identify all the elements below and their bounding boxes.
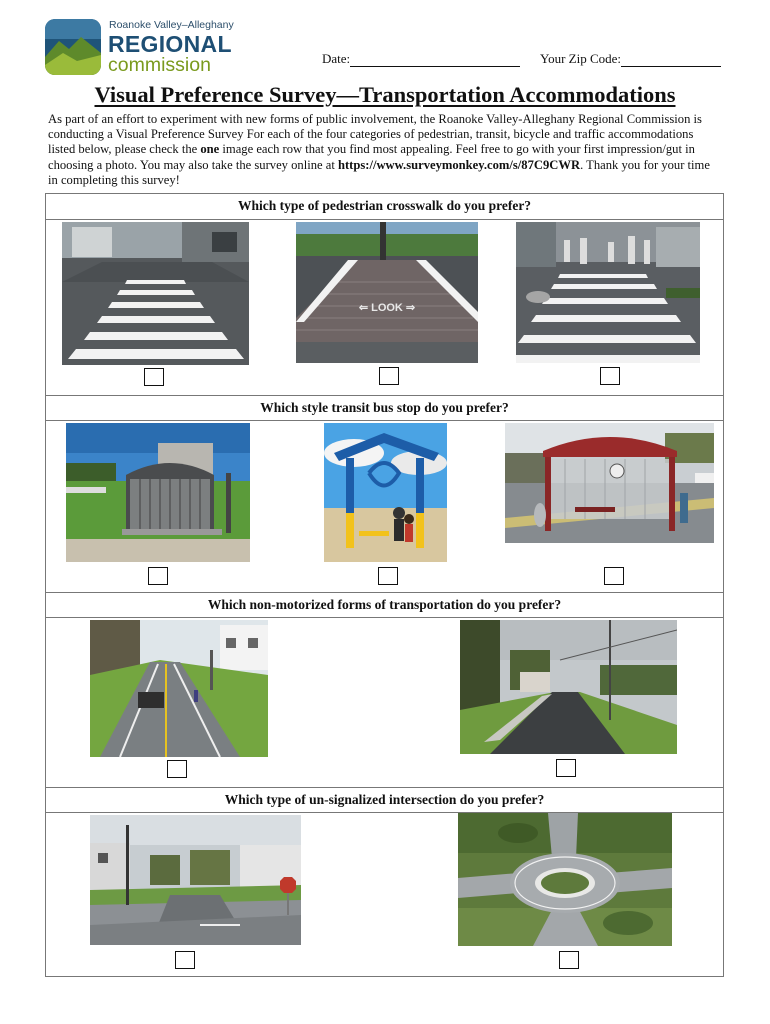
intersection-photo-2[interactable] [458, 813, 672, 946]
intro-text: listed below, please check the [48, 142, 201, 157]
bus-stop-2-checkbox[interactable] [378, 567, 398, 585]
bus-stop-photo-3[interactable] [505, 423, 714, 543]
crosswalk-2-checkbox[interactable] [379, 367, 399, 385]
intro-text: choosing a photo. You may also take the survey online at [48, 157, 338, 172]
zip-input-line[interactable] [621, 53, 721, 67]
question-bus-stop: Which style transit bus stop do you prefer? [45, 395, 724, 421]
non-motorized-photo-2[interactable] [460, 620, 677, 754]
rvarc-logo [45, 19, 234, 76]
intersection-photo-1[interactable] [90, 815, 301, 945]
non-motorized-1-checkbox[interactable] [167, 760, 187, 778]
svg-text:⇐ LOOK ⇒: ⇐ LOOK ⇒ [358, 302, 416, 314]
intro-line [48, 158, 728, 173]
date-field[interactable] [322, 51, 520, 67]
crosswalk-photo-2[interactable] [296, 222, 478, 363]
intro-paragraph [48, 112, 728, 188]
crosswalk-3-checkbox[interactable] [600, 367, 620, 385]
intersection-2-checkbox[interactable] [559, 951, 579, 969]
logo-subtitle: Roanoke Valley–Alleghany [109, 19, 234, 31]
question-crosswalk: Which type of pedestrian crosswalk do you prefer? [45, 194, 724, 220]
intro-line [48, 142, 728, 157]
zip-code-field[interactable] [540, 51, 721, 67]
question-intersection: Which type of un-signalized intersection do you prefer? [45, 787, 724, 813]
logo-mountain-icon [45, 19, 101, 75]
bus-stop-3-checkbox[interactable] [604, 567, 624, 585]
intersection-1-checkbox[interactable] [175, 951, 195, 969]
intro-text: image each row that you find most appealing. Feel free to go with your first impression/gut in [219, 142, 695, 157]
logo-regional: REGIONAL [108, 31, 232, 57]
date-input-line[interactable] [350, 53, 520, 67]
intro-line: conducting a Visual Preference Survey For each of the four categories of pedestrian, transit, bicycle and traffic accommodations [48, 127, 694, 142]
survey-url[interactable]: https://www.surveymonkey.com/s/87C9CWR [337, 157, 581, 172]
intro-line: in completing this survey! [48, 172, 180, 187]
intro-line: As part of an effort to experiment with new forms of public involvement, the Roanoke Valley-Alleghany Regional Commission is [48, 112, 702, 126]
bus-stop-photo-2[interactable] [324, 423, 447, 562]
crosswalk-photo-1[interactable] [62, 222, 249, 365]
non-motorized-photo-1[interactable] [90, 620, 268, 757]
intro-text: . Thank you for your time [580, 157, 710, 172]
crosswalk-photo-3[interactable] [516, 222, 700, 363]
page-title: Visual Preference Survey—Transportation Accommodations [94, 82, 676, 107]
logo-commission: commission [108, 54, 211, 76]
intro-bold-one: one [200, 142, 220, 157]
crosswalk-1-checkbox[interactable] [144, 368, 164, 386]
zip-label: Your Zip Code: [540, 51, 622, 66]
bus-stop-photo-1[interactable] [66, 423, 250, 562]
bus-stop-1-checkbox[interactable] [148, 567, 168, 585]
non-motorized-2-checkbox[interactable] [556, 759, 576, 777]
date-label: Date: [322, 51, 351, 66]
question-non-motorized: Which non-motorized forms of transportation do you prefer? [45, 592, 724, 618]
